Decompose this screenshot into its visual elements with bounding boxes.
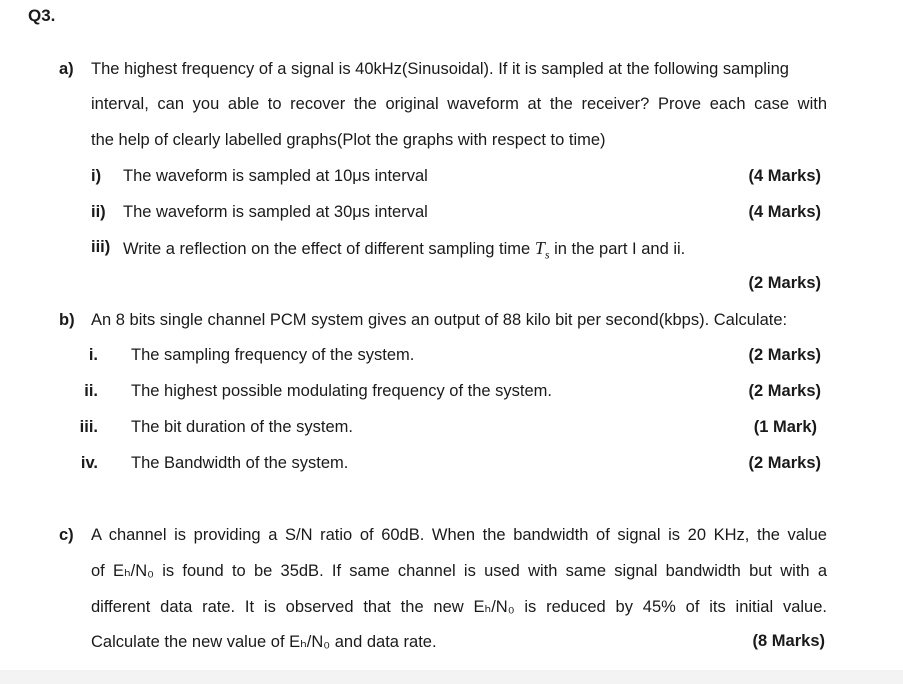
- part-b-item-2-number: ii.: [84, 382, 98, 400]
- question-number: Q3.: [28, 6, 56, 25]
- part-b-item-2-text: The highest possible modulating frequency of the system.: [131, 382, 552, 400]
- part-a-item-1-text: The waveform is sampled at 10μs interval: [123, 167, 428, 185]
- part-c-line-4: Calculate the new value of Eₕ/N₀ and data rate.: [91, 633, 437, 651]
- part-a-item-1-number: i): [91, 167, 102, 185]
- part-c-marks: (8 Marks): [752, 632, 825, 650]
- part-b-item-3-marks: (1 Mark): [753, 418, 817, 436]
- page-bottom-edge: [0, 670, 903, 684]
- part-c-line-3: different data rate. It is observed that the new Eₕ/N₀ is reduced by 45% of its initial value.: [91, 598, 827, 616]
- part-a-item-3-number: iii): [91, 238, 111, 256]
- part-b-label: b): [59, 311, 75, 329]
- part-c-line-1: A channel is providing a S/N ratio of 60dB. When the bandwidth of signal is 20 KHz, the value: [91, 526, 827, 544]
- part-a-label: a): [59, 60, 74, 78]
- part-b-item-3-number: iii.: [79, 418, 98, 436]
- part-a-item-2-number: ii): [91, 203, 106, 221]
- part-a-item-2-text: The waveform is sampled at 30μs interval: [123, 203, 428, 221]
- part-b-item-1-marks: (2 Marks): [748, 346, 821, 364]
- part-a-line-1: The highest frequency of a signal is 40kHz(Sinusoidal). If it is sampled at the following sampling: [91, 60, 789, 78]
- part-a-item-3-marks: (2 Marks): [748, 274, 821, 292]
- part-a-line-2: interval, can you able to recover the original waveform at the receiver? Prove each case with: [91, 95, 827, 113]
- part-b-item-4-number: iv.: [80, 454, 98, 472]
- part-b-item-4-text: The Bandwidth of the system.: [131, 454, 349, 472]
- part-a-item-1-marks: (4 Marks): [748, 167, 821, 185]
- sampling-time-symbol: $T_s$: [534, 238, 550, 262]
- part-a-line-3: the help of clearly labelled graphs(Plot the graphs with respect to time): [91, 131, 606, 149]
- part-b-item-1-number: i.: [88, 346, 98, 364]
- part-a-item-3-text: [123, 238, 685, 263]
- part-b-item-2-marks: (2 Marks): [748, 382, 821, 400]
- part-c-label: c): [59, 526, 74, 544]
- part-a-item-3-text-after: in the part I and ii.: [549, 240, 686, 258]
- part-c-line-2: of Eₕ/N₀ is found to be 35dB. If same channel is used with same signal bandwidth but with a: [91, 562, 827, 580]
- part-a-item-3-text-before: Write a reflection on the effect of different sampling time: [123, 240, 535, 258]
- part-b-item-4-marks: (2 Marks): [748, 454, 821, 472]
- part-a-item-2-marks: (4 Marks): [748, 203, 821, 221]
- part-b-item-1-text: The sampling frequency of the system.: [131, 346, 415, 364]
- part-b-item-3-text: The bit duration of the system.: [131, 418, 353, 436]
- part-b-intro: An 8 bits single channel PCM system gives an output of 88 kilo bit per second(kbps). Calculate:: [91, 311, 788, 329]
